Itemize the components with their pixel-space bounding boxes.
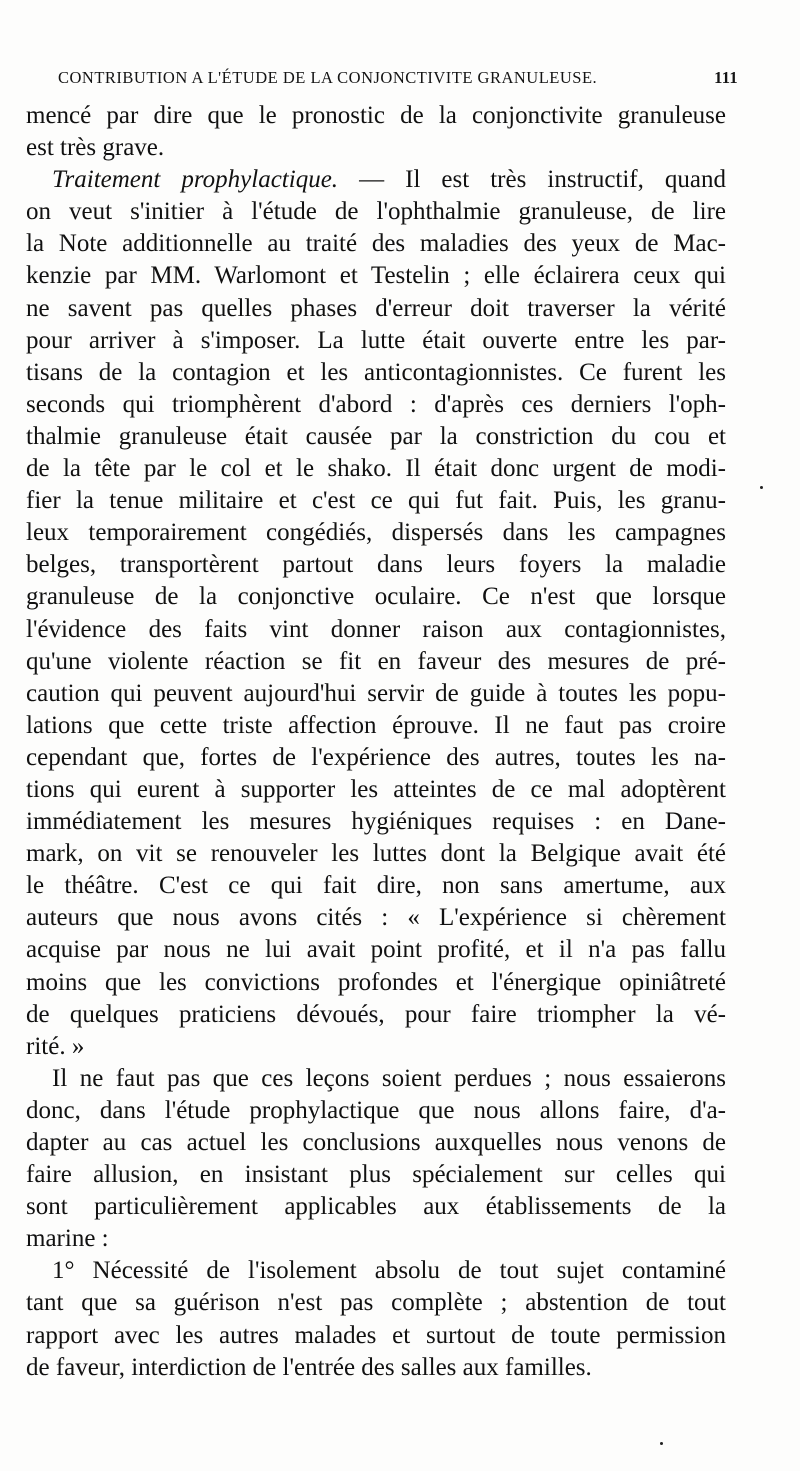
text-line: la Note additionnelle au traité des maladies des yeux de Mac-	[26, 230, 726, 258]
text-line: moins que les convictions profondes et l'énergique opiniâtreté	[26, 968, 726, 996]
text-line: tisans de la contagion et les anticontagionnistes. Ce furent les	[26, 358, 726, 386]
text-line: auteurs que nous avons cités : « L'expérience si chèrement	[26, 904, 726, 932]
text-line: rité. »	[26, 1032, 85, 1060]
ink-speck	[660, 1442, 663, 1445]
text-line: pour arriver à s'imposer. La lutte était ouverte entre les par-	[26, 326, 726, 354]
text-line: leux temporairement congédiés, dispersés dans les campagnes	[26, 519, 726, 547]
text-line: faire allusion, en insistant plus spécialement sur celles qui	[26, 1161, 726, 1189]
text-line: marine :	[26, 1225, 109, 1253]
text-line: de la tête par le col et le shako. Il était donc urgent de modi-	[26, 455, 726, 483]
text-line: on veut s'initier à l'étude de l'ophthalmie granuleuse, de lire	[26, 198, 726, 226]
text-line: qu'une violente réaction se fit en faveur des mesures de pré-	[26, 647, 726, 675]
text-line: rapport avec les autres malades et surtout de toute permission	[26, 1321, 726, 1349]
text-line: ne savent pas quelles phases d'erreur doit traverser la vérité	[26, 294, 726, 322]
body-text	[26, 100, 726, 1384]
text-line: kenzie par MM. Warlomont et Testelin ; elle éclairera ceux qui	[26, 262, 726, 290]
text-line: est très grave.	[26, 134, 165, 162]
text-line: thalmie granuleuse était causée par la constriction du cou et	[26, 422, 726, 450]
page-header	[58, 68, 738, 92]
text-line: 1° Nécessité de l'isolement absolu de tout sujet contaminé	[52, 1257, 726, 1285]
text-line: immédiatement les mesures hygiéniques requises : en Dane-	[26, 808, 726, 836]
text-line: mark, on vit se renouveler les luttes dont la Belgique avait été	[26, 840, 726, 868]
text-line: l'évidence des faits vint donner raison aux contagionnistes,	[26, 615, 726, 643]
running-head: CONTRIBUTION A L'ÉTUDE DE LA CONJONCTIVITE GRANULEUSE.	[58, 68, 598, 87]
text-line: sont particulièrement applicables aux établissements de la	[26, 1193, 726, 1221]
text-line: granuleuse de la conjonctive oculaire. Ce n'est que lorsque	[26, 583, 726, 611]
text-line: cependant que, fortes de l'expérience des autres, toutes les na-	[26, 743, 726, 771]
text-line: de quelques praticiens dévoués, pour faire triompher la vé-	[26, 1000, 726, 1028]
text-line: caution qui peuvent aujourd'hui servir de guide à toutes les popu-	[26, 679, 726, 707]
text-line: donc, dans l'étude prophylactique que nous allons faire, d'a-	[26, 1096, 726, 1124]
text-line: belges, transportèrent partout dans leurs foyers la maladie	[26, 551, 726, 579]
text-fragment: — Il est très instructif, quand	[338, 166, 727, 194]
text-line: Il ne faut pas que ces leçons soient perdues ; nous essaierons	[52, 1064, 726, 1092]
text-line: dapter au cas actuel les conclusions auxquelles nous venons de	[26, 1129, 726, 1156]
section-heading: Traitement prophylactique.	[52, 166, 339, 194]
text-line: seconds qui triomphèrent d'abord : d'après ces derniers l'oph-	[26, 390, 726, 418]
ink-speck	[760, 486, 763, 489]
text-line: fier la tenue militaire et c'est ce qui fut fait. Puis, les granu-	[26, 487, 726, 515]
text-line: le théâtre. C'est ce qui fait dire, non sans amertume, aux	[26, 872, 726, 900]
text-line: de faveur, interdiction de l'entrée des salles aux familles.	[26, 1353, 592, 1381]
text-line: lations que cette triste affection éprouve. Il ne faut pas croire	[26, 711, 726, 739]
text-line: tions qui eurent à supporter les atteintes de ce mal adoptèrent	[26, 775, 726, 803]
text-line	[26, 164, 726, 196]
page-number: 111	[714, 68, 738, 87]
text-line: tant que sa guérison n'est pas complète ; abstention de tout	[26, 1289, 726, 1317]
text-line: acquise par nous ne lui avait point profité, et il n'a pas fallu	[26, 936, 726, 964]
text-line: mencé par dire que le pronostic de la conjonctivite granuleuse	[26, 102, 726, 129]
